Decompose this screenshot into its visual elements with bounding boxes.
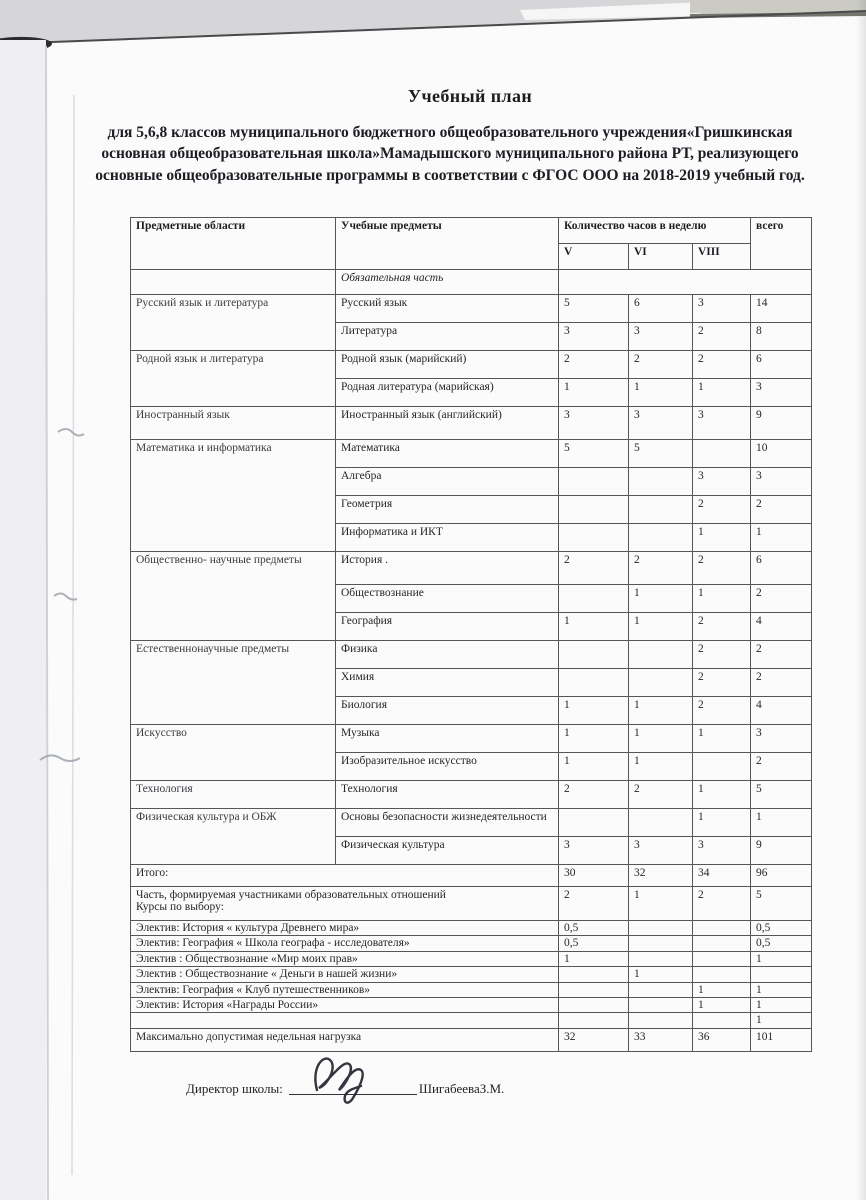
hours-viii-cell: 2 xyxy=(693,552,751,585)
scan-edge-right xyxy=(856,0,866,1200)
subject-cell: Изобразительное искусство xyxy=(336,753,559,781)
subject-cell: Информатика и ИКТ xyxy=(336,524,559,552)
table-row xyxy=(131,809,812,837)
total-cell: 8 xyxy=(751,323,812,351)
totals-row xyxy=(131,865,812,887)
hours-viii-cell: 1 xyxy=(693,982,751,997)
elective-label: Электив: География « Школа географа - исследователя» xyxy=(131,936,559,951)
subject-cell: Химия xyxy=(336,669,559,697)
hours-vi-cell: 33 xyxy=(629,1028,693,1051)
subject-cell: Биология xyxy=(336,697,559,725)
hours-v-cell: 32 xyxy=(559,1028,629,1051)
hours-vi-cell xyxy=(629,1013,693,1028)
formed-part-line1: Часть, формируемая участниками образовательных отношений xyxy=(136,889,446,901)
hours-v-cell xyxy=(559,1013,629,1028)
hours-viii-cell: 1 xyxy=(693,809,751,837)
hours-v-cell: 1 xyxy=(559,753,629,781)
hours-v-cell: 2 xyxy=(559,887,629,921)
total-cell: 0,5 xyxy=(751,936,812,951)
formed-part-row xyxy=(131,887,812,921)
hours-vi-cell xyxy=(629,641,693,669)
table-row xyxy=(131,351,812,379)
hours-vi-cell: 1 xyxy=(629,585,693,613)
hours-viii-cell: 3 xyxy=(693,295,751,323)
hours-viii-cell: 3 xyxy=(693,407,751,440)
elective-row xyxy=(131,921,812,936)
total-cell: 9 xyxy=(751,837,812,865)
hours-vi-cell: 1 xyxy=(629,753,693,781)
hours-viii-cell: 2 xyxy=(693,323,751,351)
area-cell: Математика и информатика xyxy=(131,440,336,552)
elective-row xyxy=(131,936,812,951)
elective-label: Электив: История «Награды России» xyxy=(131,997,559,1012)
subject-cell: Иностранный язык (английский) xyxy=(336,407,559,440)
elective-row xyxy=(131,997,812,1012)
subject-cell: Алгебра xyxy=(336,468,559,496)
hours-viii-cell: 2 xyxy=(693,669,751,697)
subject-cell: Родной язык (марийский) xyxy=(336,351,559,379)
hours-v-cell: 5 xyxy=(559,295,629,323)
hours-v-cell: 1 xyxy=(559,951,629,966)
total-cell: 2 xyxy=(751,753,812,781)
hours-v-cell: 1 xyxy=(559,379,629,407)
hours-v-cell xyxy=(559,809,629,837)
curriculum-table xyxy=(130,217,812,1052)
total-cell: 14 xyxy=(751,295,812,323)
subject-cell: Родная литература (марийская) xyxy=(336,379,559,407)
hours-vi-cell xyxy=(629,468,693,496)
hours-viii-cell: 1 xyxy=(693,781,751,809)
hours-vi-cell xyxy=(629,524,693,552)
hours-vi-cell: 2 xyxy=(629,781,693,809)
page-subtitle: для 5,6,8 классов муниципального бюджетного общеобразовательного учреждения«Гришкинская основная общеобразовательная школа»Мамадышского муниципального района РТ, реализующего основные общеобразовательные программы в соответствии с ФГОС ООО на 2018-2019 учебный год. xyxy=(95,124,805,184)
total-cell: 2 xyxy=(751,585,812,613)
hours-vi-cell: 1 xyxy=(629,887,693,921)
hours-viii-cell xyxy=(693,753,751,781)
header-grade-v: V xyxy=(559,244,629,270)
hours-v-cell xyxy=(559,468,629,496)
hours-v-cell: 3 xyxy=(559,323,629,351)
hours-vi-cell: 32 xyxy=(629,865,693,887)
header-grade-vi: VI xyxy=(629,244,693,270)
elective-row xyxy=(131,982,812,997)
header-grade-viii: VIII xyxy=(693,244,751,270)
header-hours-per-week: Количество часов в неделю xyxy=(559,218,751,244)
hours-v-cell: 0,5 xyxy=(559,936,629,951)
total-cell: 5 xyxy=(751,781,812,809)
hours-vi-cell xyxy=(629,997,693,1012)
director-label: Директор школы: xyxy=(186,1081,283,1096)
subject-cell: Технология xyxy=(336,781,559,809)
header-subjects: Учебные предметы xyxy=(336,218,559,270)
hours-v-cell xyxy=(559,496,629,524)
hours-v-cell xyxy=(559,967,629,982)
hours-viii-cell: 3 xyxy=(693,837,751,865)
subject-cell: История . xyxy=(336,552,559,585)
elective-row xyxy=(131,967,812,982)
empty-cell xyxy=(131,270,336,295)
hours-vi-cell: 6 xyxy=(629,295,693,323)
total-cell: 2 xyxy=(751,669,812,697)
hours-vi-cell xyxy=(629,809,693,837)
total-cell: 4 xyxy=(751,613,812,641)
table-row xyxy=(131,641,812,669)
hours-vi-cell xyxy=(629,982,693,997)
elective-label: Электив: География « Клуб путешественников» xyxy=(131,982,559,997)
elective-row xyxy=(131,951,812,966)
hours-vi-cell xyxy=(629,496,693,524)
hours-v-cell: 30 xyxy=(559,865,629,887)
hours-viii-cell xyxy=(693,967,751,982)
elective-label: Электив : Обществознание « Деньги в нашей жизни» xyxy=(131,967,559,982)
hours-v-cell xyxy=(559,997,629,1012)
hours-vi-cell: 1 xyxy=(629,967,693,982)
hours-viii-cell: 2 xyxy=(693,887,751,921)
header-subject-areas: Предметные области xyxy=(131,218,336,270)
total-cell: 5 xyxy=(751,887,812,921)
hours-vi-cell: 3 xyxy=(629,323,693,351)
elective-row xyxy=(131,1013,812,1028)
hours-v-cell: 1 xyxy=(559,697,629,725)
empty-cell xyxy=(559,270,812,295)
total-cell: 1 xyxy=(751,809,812,837)
hours-v-cell xyxy=(559,524,629,552)
hours-viii-cell: 2 xyxy=(693,613,751,641)
hours-viii-cell xyxy=(693,936,751,951)
director-signature xyxy=(303,1050,393,1108)
header-total: всего xyxy=(751,218,812,270)
total-cell: 9 xyxy=(751,407,812,440)
formed-part-label xyxy=(131,887,559,921)
total-cell: 0,5 xyxy=(751,921,812,936)
total-cell: 1 xyxy=(751,524,812,552)
hours-v-cell: 5 xyxy=(559,440,629,468)
total-cell xyxy=(751,967,812,982)
total-cell: 6 xyxy=(751,351,812,379)
subject-cell: Музыка xyxy=(336,725,559,753)
hours-viii-cell: 1 xyxy=(693,997,751,1012)
total-cell: 1 xyxy=(751,951,812,966)
table-row xyxy=(131,440,812,468)
hours-viii-cell: 3 xyxy=(693,468,751,496)
table-row xyxy=(131,725,812,753)
hours-viii-cell xyxy=(693,921,751,936)
hours-vi-cell: 3 xyxy=(629,837,693,865)
area-cell: Общественно- научные предметы xyxy=(131,552,336,641)
signature-blank xyxy=(289,1080,417,1095)
elective-label: Электив : Обществознание «Мир моих прав» xyxy=(131,951,559,966)
hours-viii-cell xyxy=(693,440,751,468)
total-cell: 3 xyxy=(751,468,812,496)
total-cell: 6 xyxy=(751,552,812,585)
hours-vi-cell: 1 xyxy=(629,725,693,753)
section-required-label: Обязательная часть xyxy=(336,270,559,295)
page-title: Учебный план xyxy=(407,86,533,106)
subject-cell: Геометрия xyxy=(336,496,559,524)
hours-vi-cell xyxy=(629,669,693,697)
area-cell: Естественнонаучные предметы xyxy=(131,641,336,725)
total-cell: 101 xyxy=(751,1028,812,1051)
hours-viii-cell: 1 xyxy=(693,524,751,552)
total-cell: 1 xyxy=(751,1013,812,1028)
elective-label: Электив: История « культура Древнего мира» xyxy=(131,921,559,936)
hours-v-cell: 1 xyxy=(559,725,629,753)
hours-vi-cell xyxy=(629,951,693,966)
scan-edge-top xyxy=(0,0,866,64)
table-row xyxy=(131,781,812,809)
hours-v-cell: 2 xyxy=(559,781,629,809)
area-cell: Иностранный язык xyxy=(131,407,336,440)
table-header-row xyxy=(131,218,812,244)
hours-viii-cell: 1 xyxy=(693,585,751,613)
max-load-row xyxy=(131,1028,812,1051)
hours-vi-cell: 3 xyxy=(629,407,693,440)
hours-v-cell xyxy=(559,982,629,997)
elective-label xyxy=(131,1013,559,1028)
formed-part-line2: Курсы по выбору: xyxy=(136,901,224,913)
area-cell: Русский язык и литература xyxy=(131,295,336,351)
total-cell: 96 xyxy=(751,865,812,887)
totals-label: Итого: xyxy=(131,865,559,887)
total-cell: 2 xyxy=(751,641,812,669)
hours-v-cell xyxy=(559,669,629,697)
hours-viii-cell: 2 xyxy=(693,496,751,524)
hours-vi-cell xyxy=(629,921,693,936)
hours-viii-cell: 1 xyxy=(693,725,751,753)
hours-vi-cell: 2 xyxy=(629,351,693,379)
total-cell: 1 xyxy=(751,982,812,997)
hours-vi-cell: 2 xyxy=(629,552,693,585)
table-row xyxy=(131,407,812,440)
subject-cell: Обществознание xyxy=(336,585,559,613)
signature-line xyxy=(186,1080,504,1097)
hours-v-cell: 2 xyxy=(559,552,629,585)
area-cell: Технология xyxy=(131,781,336,809)
total-cell: 3 xyxy=(751,379,812,407)
hours-vi-cell xyxy=(629,936,693,951)
hours-v-cell: 1 xyxy=(559,613,629,641)
table-row xyxy=(131,295,812,323)
hours-v-cell: 2 xyxy=(559,351,629,379)
hours-viii-cell: 1 xyxy=(693,379,751,407)
total-cell: 3 xyxy=(751,725,812,753)
hours-viii-cell xyxy=(693,1013,751,1028)
subject-cell: Основы безопасности жизнедеятельности xyxy=(336,809,559,837)
hours-viii-cell: 34 xyxy=(693,865,751,887)
hours-v-cell: 3 xyxy=(559,837,629,865)
hours-vi-cell: 5 xyxy=(629,440,693,468)
total-cell: 10 xyxy=(751,440,812,468)
total-cell: 2 xyxy=(751,496,812,524)
area-cell: Физическая культура и ОБЖ xyxy=(131,809,336,865)
area-cell: Искусство xyxy=(131,725,336,781)
subject-cell: География xyxy=(336,613,559,641)
subject-cell: Физическая культура xyxy=(336,837,559,865)
subject-cell: Математика xyxy=(336,440,559,468)
subject-cell: Литература xyxy=(336,323,559,351)
max-load-label: Максимально допустимая недельная нагрузка xyxy=(131,1028,559,1051)
hours-v-cell: 0,5 xyxy=(559,921,629,936)
hours-viii-cell: 2 xyxy=(693,641,751,669)
hours-viii-cell: 2 xyxy=(693,697,751,725)
hours-viii-cell xyxy=(693,951,751,966)
total-cell: 1 xyxy=(751,997,812,1012)
hours-v-cell xyxy=(559,585,629,613)
hours-v-cell: 3 xyxy=(559,407,629,440)
subject-cell: Физика xyxy=(336,641,559,669)
section-required-row xyxy=(131,270,812,295)
hours-vi-cell: 1 xyxy=(629,613,693,641)
hours-vi-cell: 1 xyxy=(629,697,693,725)
table-row xyxy=(131,552,812,585)
director-name: ШигабееваЗ.М. xyxy=(418,1081,505,1096)
total-cell: 4 xyxy=(751,697,812,725)
area-cell: Родной язык и литература xyxy=(131,351,336,407)
hours-v-cell xyxy=(559,641,629,669)
hours-viii-cell: 36 xyxy=(693,1028,751,1051)
hours-vi-cell: 1 xyxy=(629,379,693,407)
subject-cell: Русский язык xyxy=(336,295,559,323)
hours-viii-cell: 2 xyxy=(693,351,751,379)
